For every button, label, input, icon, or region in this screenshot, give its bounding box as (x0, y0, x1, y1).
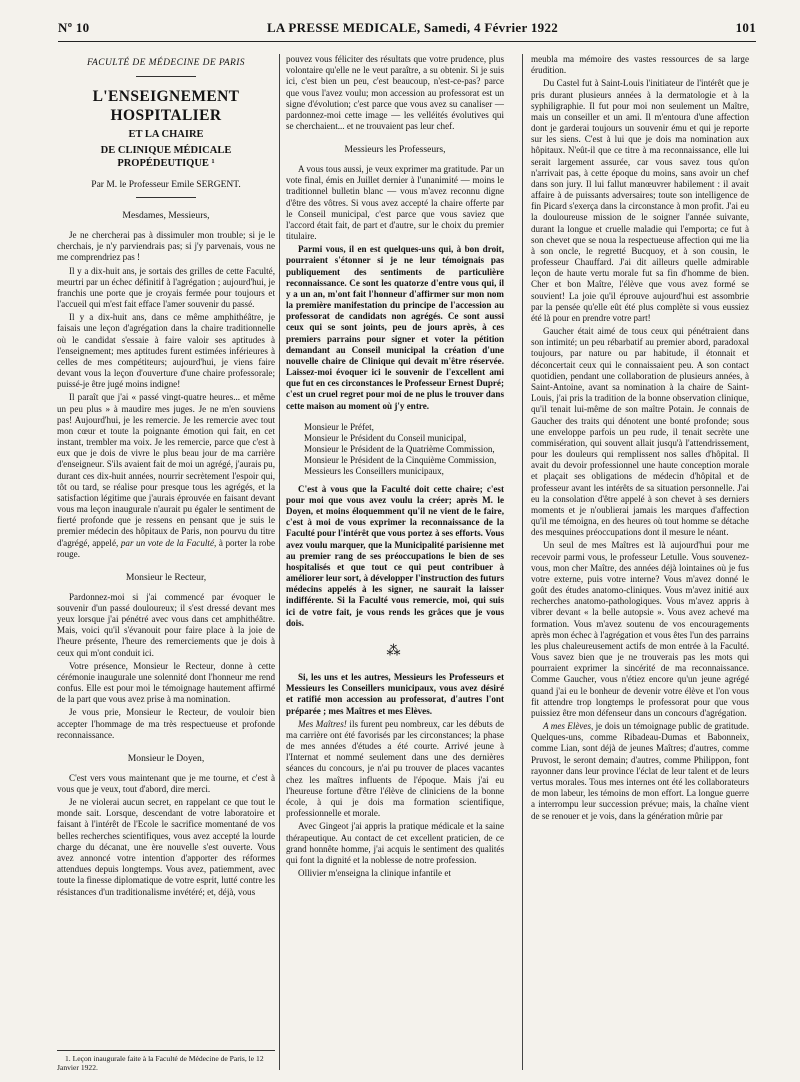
paragraph (57, 392, 275, 560)
address-line: Monsieur le Président du Conseil municipal, (304, 432, 467, 443)
address-heading: Monsieur le Recteur, (125, 571, 207, 583)
paragraph: pouvez vous féliciter des résultats que votre prudence, plus volontaire qu'elle ne le veut paraître, a su obtenir. Si je suis ici, c'est bien un peu, c'est beaucoup, n'est-ce-pas? parce que vous l'avez voulu; mon accession au professorat est un signe d'évolution; c'est parce que vous avez su canaliser — pardonnez-moi cette image — les velléités évolutives qui se cherchaient... et ne trouvaient pas leur chef. (286, 54, 504, 132)
paragraph: Votre présence, Monsieur le Recteur, donne à cette cérémonie inaugurale une solennité dont l'honneur me rend confus. Elle est pour moi le témoignage hautement affirmé de la part que vous avez prise à ma nomination. (57, 660, 275, 705)
footnote (57, 1050, 275, 1074)
paragraph: meubla ma mémoire des vastes ressources de sa large érudition. (531, 54, 749, 76)
column-1 (57, 54, 275, 1073)
paragraph-text: je dois un témoignage public de gratitude. Quelques-uns, comme Ribadeau-Dumas et Babonneix, comme Lian, sont déjà de jeunes Maîtres; d'autres, comme Pruvost, le seront demain; d'autres, comme Philippon, font rayonner dans leur province l'éclat de leur talent et de leurs vertus morales. Tous mes internes ont été les collaborateurs de mon labeur, les témoins de mon effort. La longue guerre a interrompu leur succession prévue; mais, la chaîne vient de se renouer et je vois, dans la génération mûrie par (531, 721, 749, 821)
footnote-text: 1. Leçon inaugurale faite à la Faculté de Médecine de Paris, le 12 Janvier 1922. (57, 1054, 264, 1073)
issue-number: Nº 10 (58, 20, 90, 35)
article-author: Par M. le Professeur Emile SERGENT. (91, 179, 241, 190)
faculty-label: FACULTÉ DE MÉDECINE DE PARIS (87, 58, 245, 68)
header-rule (58, 41, 756, 42)
address-heading: Messieurs les Professeurs, (344, 144, 446, 156)
address-list (304, 422, 504, 478)
divider (136, 76, 196, 77)
paragraph: Ollivier m'enseigna la clinique infantile et (298, 868, 451, 879)
emphasis: Mes Maîtres! (298, 718, 347, 729)
paragraph-text: Il paraît que j'ai « passé vingt-quatre heures... et même un peu plus » à maudire mes juges. Je ne m'en souviens pas! Aujourd'hui, je les remercie. Je les remercie avec tout mon cœur et toute la poignante émotion qui fait, en cet instant, trembler ma voix. Je les remercie, parce que c'est à eux que je dois de vivre le plus beau jour de ma carrière d'enseigneur. S'ils avaient fait de moi un agrégé, j'aurais pu, durant ces dix-huit années, nourrir secrètement l'espoir qui, tôt ou tard, se réalise pour presque tous les agrégés, et la satisfaction légitime que j'aurais éprouvée en faisant devant vous ma leçon inaugurale n'aurait pu égaler le sentiment de fierté profonde que je ressens en pensant que je suis le premier médecin des hôpitaux de Paris, non pourvu du titre d'agrégé, appelé, (57, 392, 275, 548)
paragraph (531, 721, 749, 822)
paragraph: Avec Gingeot j'ai appris la pratique médicale et la saine thérapeutique. Au contact de cet excellent praticien, de ce grand honnête homme, j'ai acquis le sentiment des qualités qui font la dignité et la noblesse de notre profession. (286, 821, 504, 865)
page-number: 101 (735, 20, 756, 35)
paragraph: Parmi vous, il en est quelques-uns qui, à bon droit, pourraient s'étonner si je ne leur témoignais pas publiquement des sentiments de particulière reconnaissance. Ce sont les quatorze d'entre vous qui, il y a un an, m'ont fait l'honneur d'affirmer sur mon nom la première manifestation du principe de l'accession au professorat de candidats non agrégés. Ce sont aussi ceux qui se sont joints, peu de jours après, à ces premiers parrains pour signer et voter la pétition demandant au Conseil municipal la création d'une nouvelle chaire de Clinique qui devait m'être réservée. Laissez-moi évoquer ici le souvenir de l'excellent ami que fut en ces circonstances le Professeur Ernest Dupré; c'est un cruel regret pour moi de ne plus le trouver dans cette maison au moment où j'y entre. (286, 244, 504, 411)
paragraph: Je ne violerai aucun secret, en rappelant ce que tout le monde sait. Lorsque, descendant de votre laboratoire et faisant à l'intérêt de l'Ecole le sacrifice momentané de vos belles recherches scientifiques, vous avez accepté la lourde charge du décanat, une ère nouvelle s'est ouverte. Vous avez annoncé votre intention d'apporter des réformes attendues depuis longtemps. Vous avez, patiemment, avec toute la finesse diplomatique de votre esprit, lutté contre les résistances d'un traditionalisme invétéré; et, déjà, vous (57, 797, 275, 897)
article-subtitle: DE CLINIQUE MÉDICALE PROPÉDEUTIQUE ¹ (100, 144, 232, 169)
address-line: Monsieur le Président de la Cinquième Commission, (304, 455, 497, 466)
column-3 (531, 54, 749, 1070)
emphasis: par un vote de la Faculté, (120, 537, 217, 548)
column-divider (279, 54, 280, 1070)
paragraph: Je ne chercherai pas à dissimuler mon trouble; si je le cherchais, je n'y parviendrais pas; si j'y parvenais, vous ne me comprendriez pas ! (57, 229, 275, 263)
address-line: Monsieur le Président de la Quatrième Commission, (304, 444, 495, 455)
journal-title: LA PRESSE MEDICALE, Samedi, 4 Février 1922 (266, 20, 559, 35)
divider (136, 197, 196, 198)
section-separator: ⁂ (386, 643, 404, 659)
paragraph: A vous tous aussi, je veux exprimer ma gratitude. Par un vote final, émis en Juillet dernier à l'unanimité — moins le traditionnel bulletin blanc — vous m'avez reconnu digne d'être des vôtres. Si vous avez accepté la chaire offerte par le Conseil municipal, c'est parce que vous saviez que l'accord était fait, de part et d'autre, sur le choix du premier titulaire. (286, 164, 504, 242)
page-header (58, 18, 756, 38)
emphasis: A mes Elèves, (543, 721, 594, 732)
salutation: Mesdames, Messieurs, (122, 210, 210, 222)
paragraph: Du Castel fut à Saint-Louis l'initiateur de l'intérêt que je pris durant plusieurs années à la dermatologie et à la syphiligraphie. Il fut pour moi non seulement un Maître, mais un conseiller et un ami. Il m'entoura d'une affection dont je garderai toujours un souvenir ému et qui je reporte sur les siens. C'est à lui que je dois ma nomination aux hôpitaux. N'eût-il que ce titre à ma reconnaissance, elle lui serait largement assurée, car vous savez tous qu'on n'arrivait pas, à cette époque du moins, sans avoir un chef dans son jury. Il lui fallut manœuvrer habilement : il avait affaire à de puissants adversaires; toute son intelligence de fin Picard s'exerça dans la circonstance à mon profit. J'ai eu la douloureuse mission de le soigner l'année suivante, durant la longue et cruelle maladie qui l'emporta; ce fut à son chevet que se noua la respectueuse affection qui me lia à son oncle, le regretté Bucquoy, et à son cousin, le professeur Chauffard. J'ai dit ailleurs quelle admirable leçon de haute vertu morale fut sa fin d'homme de bien. Cher et bon Maître, l'élève que vous avez formé se souvient! La joie qu'il éprouve aujourd'hui est assombrie par la pensée qu'elle eût été plus complète si vous eussiez été là pour en prendre votre part! (531, 78, 749, 323)
address-line: Monsieur le Préfet, (304, 421, 374, 432)
column-2 (286, 54, 504, 1070)
paragraph-text: à porter la robe rouge. (57, 537, 275, 559)
address-line: Messieurs les Conseillers municipaux, (304, 466, 444, 477)
column-divider (522, 54, 523, 1070)
address-heading: Monsieur le Doyen, (127, 753, 205, 764)
paragraph: Si, les uns et les autres, Messieurs les Professeurs et Messieurs les Conseillers municipaux, vous avez désiré et ratifié mon accession au professorat, d'autres l'ont préparée ; mes Maîtres et mes Elèves. (286, 672, 504, 716)
paragraph: Je vous prie, Monsieur le Recteur, de vouloir bien accepter l'hommage de ma très respectueuse et profonde reconnaissance. (57, 707, 275, 740)
paragraph: Pardonnez-moi si j'ai commencé par évoquer le souvenir d'un passé douloureux; il s'est dressé devant mes yeux lorsque j'ai pénétré avec vous dans cet amphithéâtre. Mais, voici qu'il s'évanouit pour faire place à la joie de l'heure présente, l'heure des remerciements que je dois à ceux qui m'ont conduit ici. (57, 591, 275, 658)
paragraph: Gaucher était aimé de tous ceux qui pénétraient dans son intimité; un peu rébarbatif au premier abord, paradoxal toujours, par nature ou par habitude, il étonnait et déconcertait ceux qui le connaissaient peu. A son contact quotidien, pendant une collaboration de plusieurs années, à Saint-Antoine, avant sa nomination à la chaire de Saint-Louis, j'ai pris la tradition de la bonne observation clinique, qu'il tenait lui-même de son maître Potain. Je connais de Gaucher des traits qui dénotent une bonté profonde; sous une enveloppe parfois un peu rude, il tenait secrète une commisération, qui souvent allait jusqu'à l'attendrissement, pour les douleurs qui remplissent nos salles d'hôpital. Il avait du devoir professionnel une haute conception morale et plaçait ses obligations de médecin d'hôpital et de professeur avant les intérêts de sa situation personnelle. J'ai eu la consolation d'être appelé à son chevet à ses derniers moments et je n'oublierai jamais les marques d'affection qu'il me témoigna, en des heures où tout homme se détache des mesquines préoccupations dont il mesure le néant. (531, 326, 749, 538)
paragraph: Un seul de mes Maîtres est là aujourd'hui pour me recevoir parmi vous, le professeur Letulle. Vous souvenez-vous, mon cher Maître, des années déjà lointaines où je fus votre externe, puis votre interne? Vous m'avez donné le goût des études anatomo-cliniques. Vous m'avez initié aux recherches anatomo-pathologiques. Vous m'avez appris à vibrer devant « la belle autopsie ». Vous avez achevé ma formation. Vous m'avez soutenu de vos encouragements après mon échec à l'agrégation et vous êtes l'un des parrains les plus chaleureusement actifs de mon entrée à la Faculté. Vous savez bien que je ne trouverais pas les mots qui pourraient exprimer la sincérité de ma reconnaissance. Comme Gaucher, vous n'étiez encore qu'un jeune agrégé quand j'ai eu le bonheur de devenir votre élève et l'on vous fit attendre trop longtemps le professorat pour que vous puissiez être mon défenseur dans un concours d'agrégation. (531, 540, 749, 718)
paragraph-text: ils furent peu nombreux, car les débuts de ma carrière ont été favorisés par les circonstances; la phase de mes années d'études a été courte. Arrivé jeune à l'Internat et nommé seulement dans une des dernières séances du concours, je n'ai pu trouver de places vacantes chez les maîtres influents de l'époque. Mais j'ai eu l'heureuse fortune d'être l'élève de cliniciens de la bonne école, à qui je dois ma formation scientifique, professionnelle et morale. (286, 718, 504, 819)
paragraph: Il y a dix-huit ans, dans ce même amphithéâtre, je faisais une leçon d'agrégation dans la chaire traditionnelle où le candidat s'essaie à faire valoir ses aptitudes à l'enseignement; mes aptitudes furent estimées inférieures à celles de mes compétiteurs; aujourd'hui, je viens faire devant vous la leçon d'ouverture d'une chaire professorale; puissé-je être jugé moins indigne! (57, 312, 275, 390)
paragraph (286, 719, 504, 820)
paragraph: C'est à vous que la Faculté doit cette chaire; c'est pour moi que vous avez voulu la créer; après M. le Doyen, et moins éloquemment qu'il ne vient de le faire, c'est à moi de vous exprimer la reconnaissance de la Faculté pour l'intérêt que vous portez à ses efforts. Vous avez voulu marquer, que la Municipalité parisienne met au premier rang de ses préoccupations le bien de ses hospitalisés et que tout ce qui peut contribuer à améliorer leur sort, à développer l'instruction des futurs médecins appelés à les signer, ne saurait la laisser indifférente. Si la Faculté vous remercie, moi, qui suis ici de votre fait, je vous rends les grâces que je vous dois. (286, 483, 504, 628)
article-subtitle: ET LA CHAIRE (128, 128, 204, 140)
article-title: L'ENSEIGNEMENT HOSPITALIER (92, 87, 240, 124)
paragraph: Il y a dix-huit ans, je sortais des grilles de cette Faculté, meurtri par un échec définitif à l'agrégation ; aujourd'hui, je franchis une porte que je croyais fermée pour toujours et l'accueil qui m'est fait efface l'amer souvenir du passé. (57, 265, 275, 310)
paragraph: C'est vers vous maintenant que je me tourne, et c'est à vous que je veux, tout d'abord, dire merci. (57, 772, 275, 794)
